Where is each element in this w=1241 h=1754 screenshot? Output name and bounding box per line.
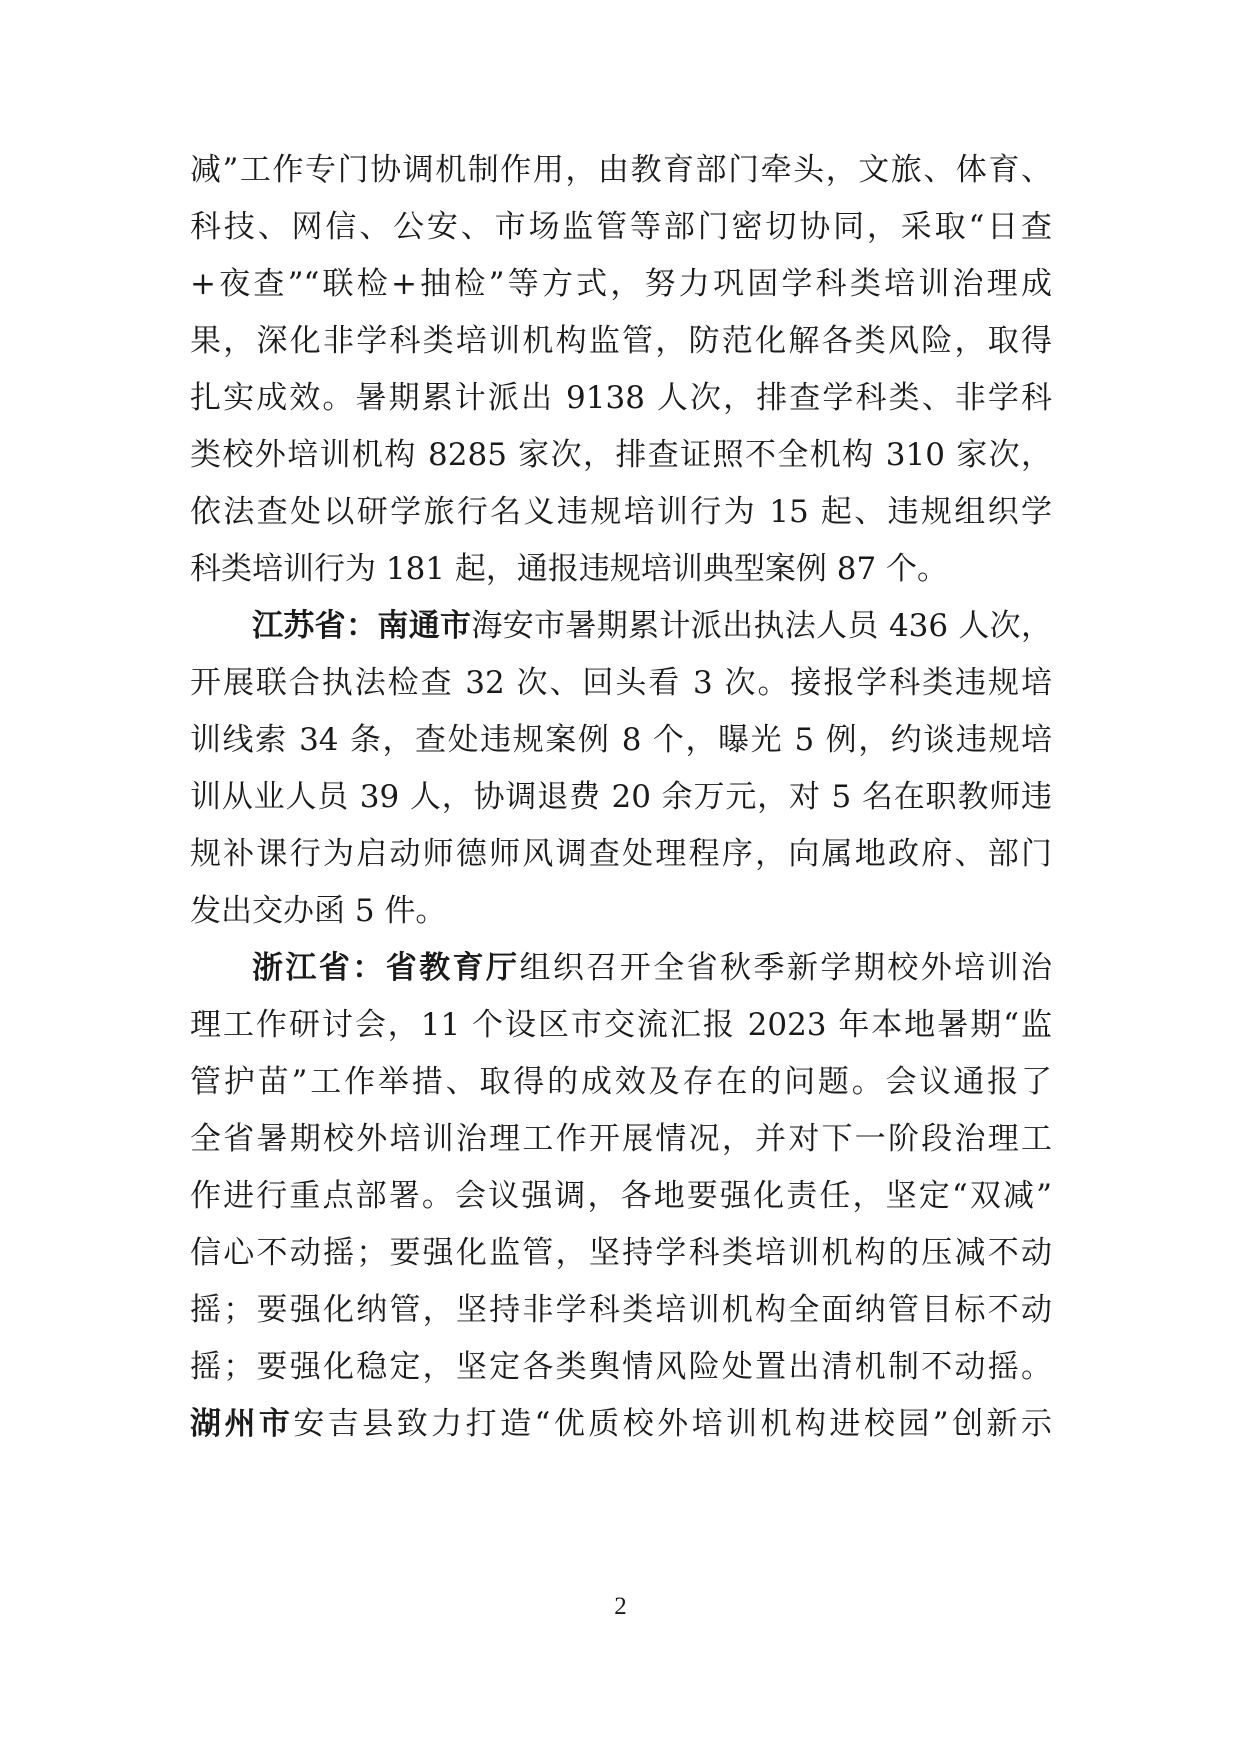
text-line: 摇；要强化纳管，坚持非学科类培训机构全面纳管目标不动 — [190, 1292, 1052, 1328]
paragraph-start-zhejiang: 浙江省：省教育厅组织召开全省秋季新学期校外培训治 — [252, 950, 1052, 986]
text-line: 管护苗”工作举措、取得的成效及存在的问题。会议通报了 — [190, 1064, 1052, 1100]
page-number: 2 — [614, 1593, 627, 1620]
region-heading: 浙江省：省教育厅 — [252, 950, 520, 986]
text-line: 全省暑期校外培训治理工作开展情况，并对下一阶段治理工 — [190, 1121, 1052, 1157]
region-heading: 江苏省：南通市 — [252, 608, 472, 644]
text-line: 信心不动摇；要强化监管，坚持学科类培训机构的压减不动 — [190, 1235, 1052, 1271]
text-line: 类校外培训机构 8285 家次，排查证照不全机构 310 家次， — [190, 437, 1052, 473]
text-line: 湖州市安吉县致力打造“优质校外培训机构进校园”创新示 — [190, 1406, 1052, 1442]
text-line: 科技、网信、公安、市场监管等部门密切协同，采取“日查 — [190, 209, 1052, 245]
text-line: 科类培训行为 181 起，通报违规培训典型案例 87 个。 — [190, 551, 949, 587]
text-line: 理工作研讨会，11 个设区市交流汇报 2023 年本地暑期“监 — [190, 1007, 1052, 1043]
text-line: +夜查”“联检+抽检”等方式，努力巩固学科类培训治理成 — [190, 266, 1052, 302]
text-line: 训从业人员 39 人，协调退费 20 余万元，对 5 名在职教师违 — [190, 779, 1052, 815]
text-line: 减”工作专门协调机制作用，由教育部门牵头，文旅、体育、 — [190, 152, 1052, 188]
region-heading: 湖州市 — [190, 1406, 294, 1442]
text-line: 作进行重点部署。会议强调，各地要强化责任，坚定“双减” — [190, 1178, 1052, 1214]
text-line: 开展联合执法检查 32 次、回头看 3 次。接报学科类违规培 — [190, 665, 1052, 701]
text-line: 发出交办函 5 件。 — [190, 893, 447, 929]
text-line: 训线索 34 条，查处违规案例 8 个，曝光 5 例，约谈违规培 — [190, 722, 1052, 758]
text-line: 果，深化非学科类培训机构监管，防范化解各类风险，取得 — [190, 323, 1052, 359]
text-line: 摇；要强化稳定，坚定各类舆情风险处置出清机制不动摇。 — [190, 1349, 1052, 1385]
text-line: 规补课行为启动师德师风调查处理程序，向属地政府、部门 — [190, 836, 1052, 872]
text-line: 扎实成效。暑期累计派出 9138 人次，排查学科类、非学科 — [190, 380, 1052, 416]
paragraph-start-jiangsu: 江苏省：南通市海安市暑期累计派出执法人员 436 人次， — [252, 608, 1052, 644]
text-line: 依法查处以研学旅行名义违规培训行为 15 起、违规组织学 — [190, 494, 1052, 530]
